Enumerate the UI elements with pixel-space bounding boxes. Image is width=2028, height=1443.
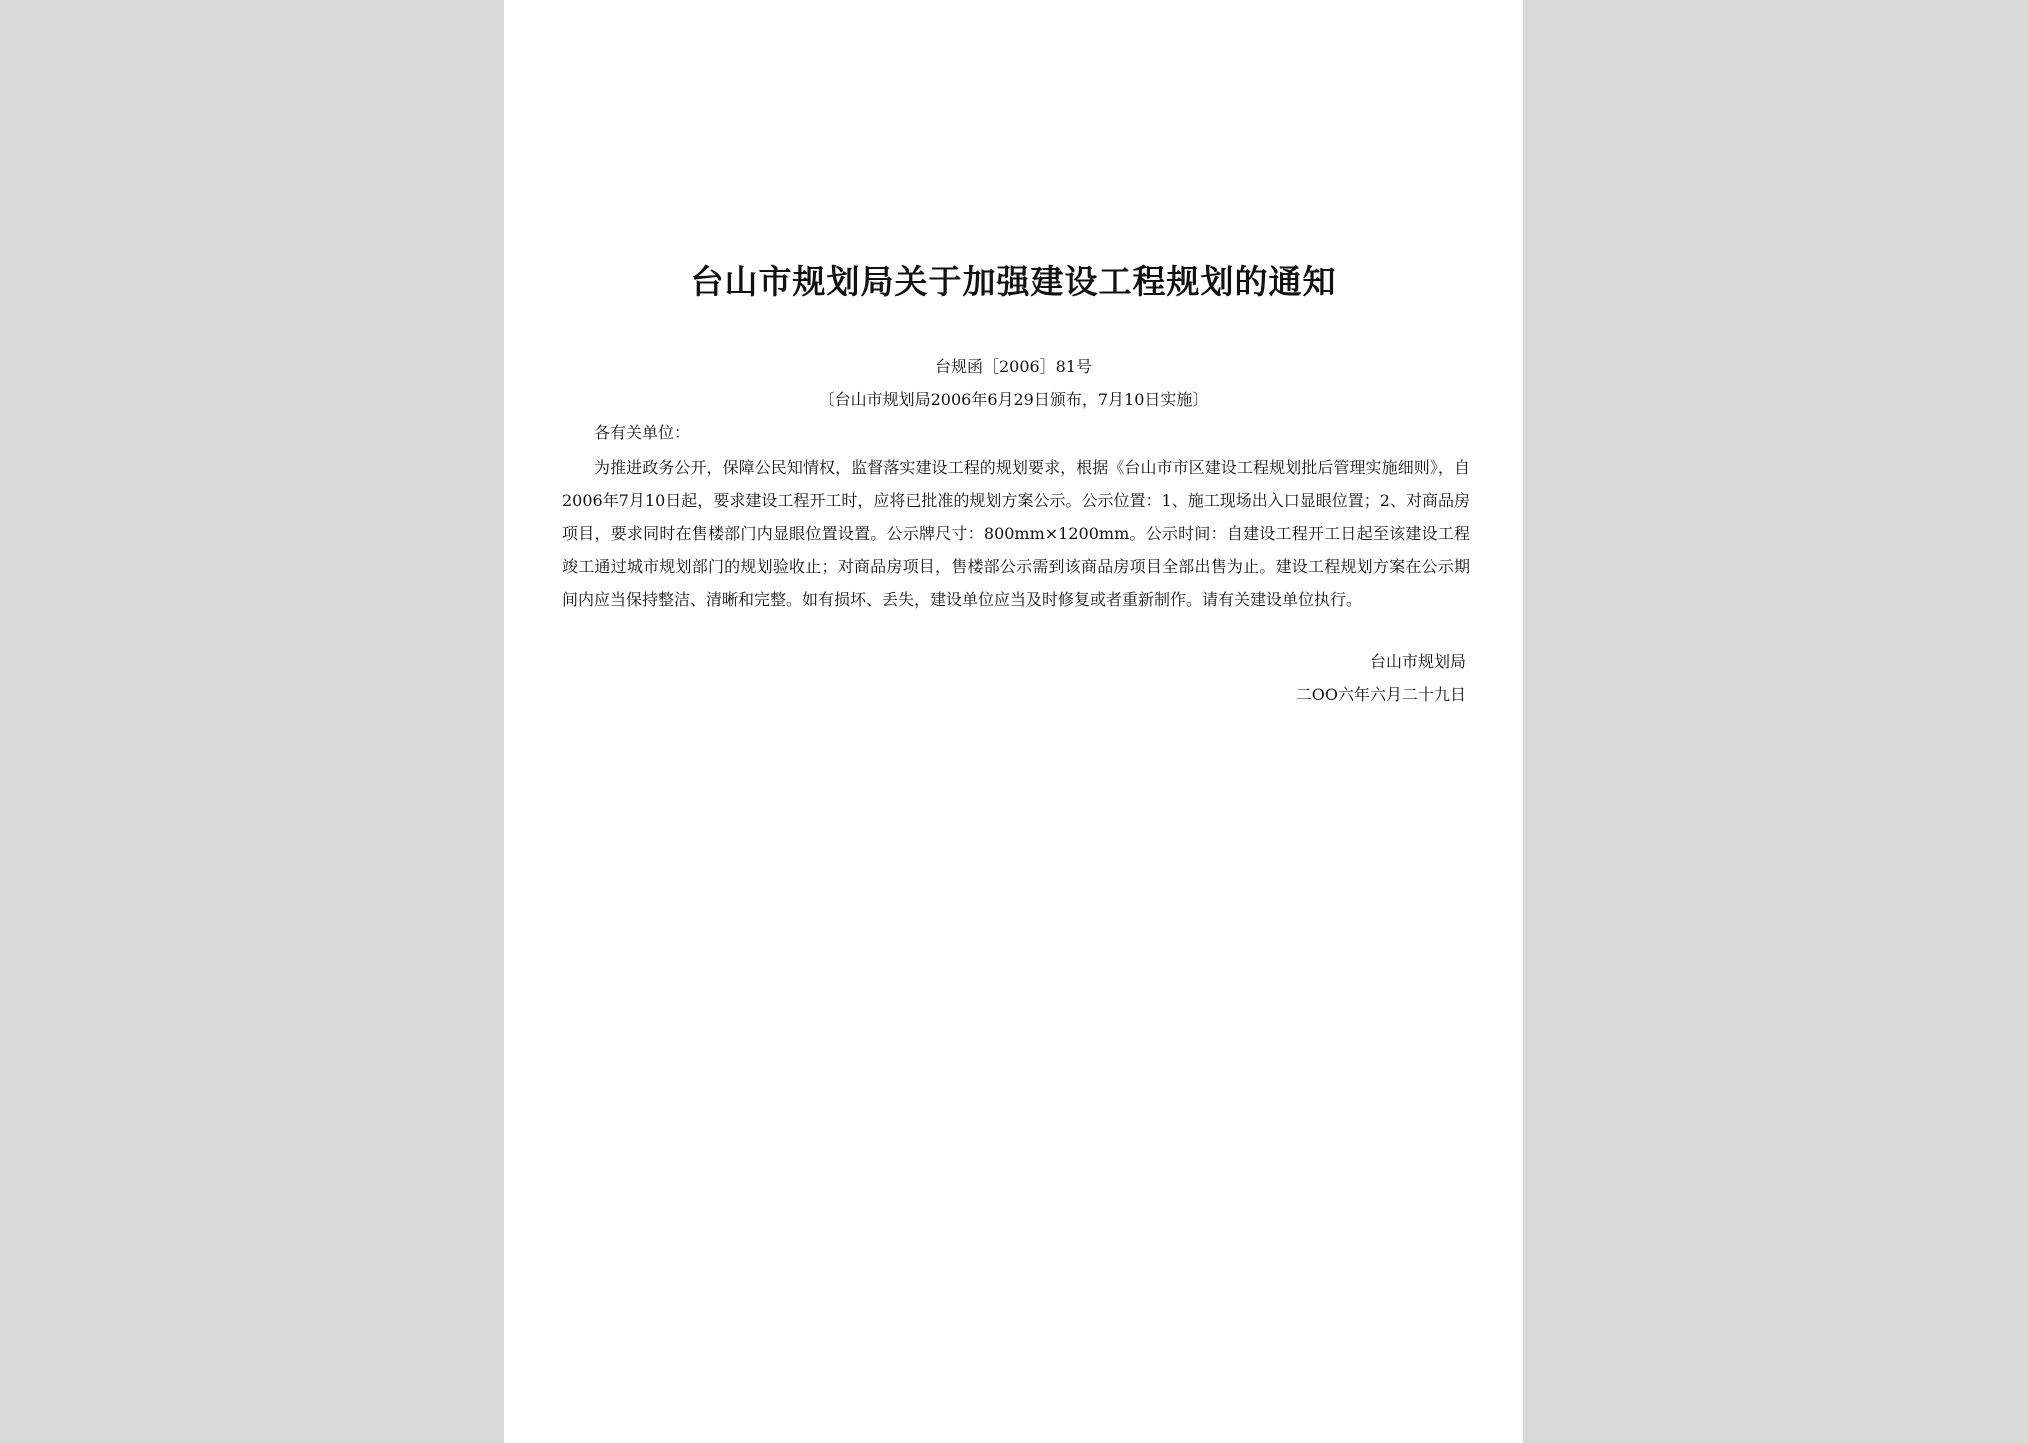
document-title: 台山市规划局关于加强建设工程规划的通知 xyxy=(690,262,1337,301)
body-paragraph: 为推进政务公开，保障公民知情权，监督落实建设工程的规划要求，根据《台山市市区建设工程规划批后管理实施细则》，自2006年7月10日起，要求建设工程开工时，应将已批准的规划方案公示。公示位置：1、施工现场出入口显眼位置；2、对商品房项目，要求同时在售楼部门内显眼位置设置。公示牌尺寸：800mm×1200mm。公示时间：自建设工程开工日起至该建设工程竣工通过城市规划部门的规划验收止；对商品房项目，售楼部公示需到该商品房项目全部出售为止。建设工程规划方案在公示期间内应当保持整洁、清晰和完整。如有损坏、丢失，建设单位应当及时修复或者重新制作。请有关建设单位执行。 xyxy=(562,458,1470,609)
document-page xyxy=(504,0,1523,1443)
signature-date: 二ΟΟ六年六月二十九日 xyxy=(1295,685,1466,704)
salutation: 各有关单位： xyxy=(594,423,691,442)
document-number: 台规函［2006］81号 xyxy=(934,357,1093,376)
signature-organization: 台山市规划局 xyxy=(1369,652,1466,671)
issue-note: 〔台山市规划局2006年6月29日颁布，7月10日实施〕 xyxy=(818,390,1209,409)
